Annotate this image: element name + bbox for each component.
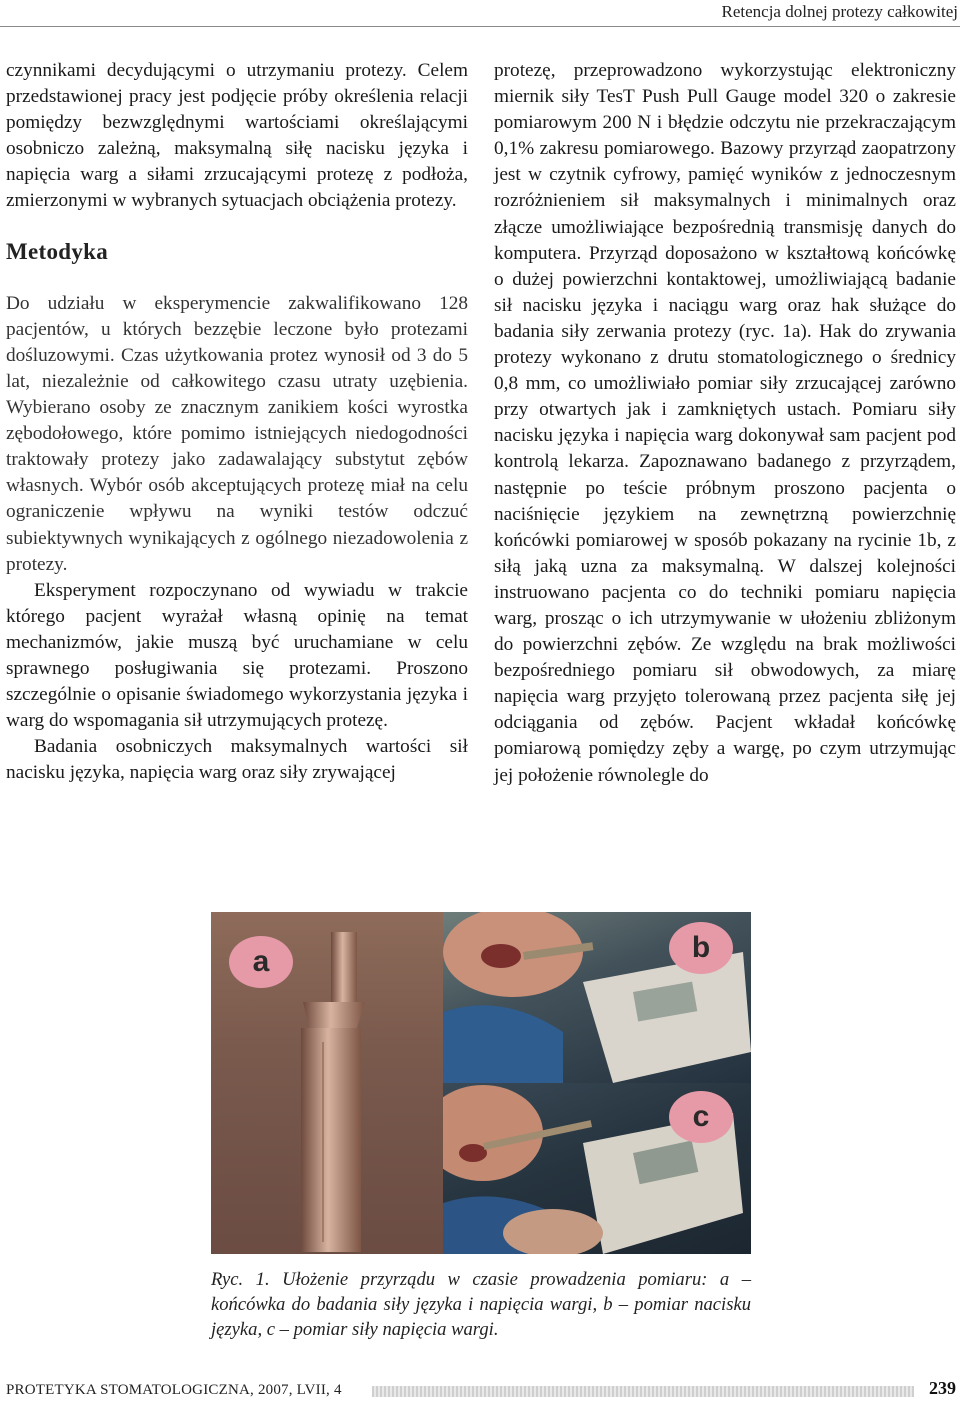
figure-label-a: a xyxy=(229,936,293,988)
figure-label-c: c xyxy=(669,1091,733,1143)
photo-panel-b xyxy=(443,912,751,1083)
photo-panel-a xyxy=(211,912,443,1254)
paragraph: Badania osobniczych maksymalnych wartości sił nacisku języka, napięcia warg oraz siły zrywającej xyxy=(6,736,468,784)
paragraph: Eksperyment rozpoczynano od wywiadu w trakcie którego pacjent wyrażał własną opinię na temat mechanizmów, jakie muszą być uruchamiane w celu sprawnego posługiwania się protezami. Proszono szczególnie o opisanie świadomego wykorzystania języka i warg do wspomagania sił utrzymujących protezę. xyxy=(6,579,468,732)
running-head xyxy=(0,0,960,27)
journal-citation: PROTETYKA STOMATOLOGICZNA, 2007, LVII, 4 xyxy=(6,1382,342,1398)
footer-decorative-bar xyxy=(372,1386,914,1397)
right-column xyxy=(494,58,956,789)
section-heading: Metodyka xyxy=(6,238,109,264)
paragraph: protezę, przeprowadzono wykorzystując elektroniczny miernik siły TesT Push Pull Gauge model 320 o zakresie pomiarowym 200 N i błędzie odczytu nie przekraczającym 0,1% zakresu pomiarowego. Bazowy przyrząd zaopatrzony jest w czytnik cyfrowy, pamięć wyników z jednoczesnym rozróżnieniem sił maksymalnych i minimalnych oraz złącze umożliwiające bezpośrednią transmisję danych do komputera. Przyrząd doposażono w kształtową końcówkę o dużej powierzchni kontaktowej, umożliwiającą badanie sił nacisku języka i naciągu warg oraz hak służące do badania siły zerwania protezy (ryc. 1a). Hak do zrywania protezy wykonano z drutu stomatologicznego o średnicy 0,8 mm, co umożliwiało pomiar siły zrzucającej zarówno przy otwartych jak i zamkniętych ustach. Pomiaru siły nacisku języka i napięcia warg dokonywał sam pacjent pod kontrolą lekarza. Zapoznawano badanego z przyrządem, następnie po teście próbnym proszono pacjenta o naciśnięcie językiem na zewnętrzną powierzchnię końcówki pomiarowej w sposób pokazany na rycinie 1b, z siłą jaką uzna za maksymalną. W dalszej kolejności instruowano pacjenta co do techniki pomiaru napięcia warg, prosząc o ich utrzymywanie w ułożeniu zbliżonym do powierzchni zębów. Ze względu na brak możliwości bezpośredniego pomiaru sił obwodowych, za miarę napięcia warg przyjęto tolerowaną przez pacjenta siłę jej odciągania od zębów. Pacjent wkładał końcówkę pomiarową pomiędzy zęby a wargę, po czym utrzymując jej położenie równolegle do xyxy=(494,60,956,786)
figure-caption: Ryc. 1. Ułożenie przyrządu w czasie prowadzenia pomiaru: a – końcówka do badania siły języka i napięcia wargi, b – pomiar nacisku języka, c – pomiar siły napięcia wargi. xyxy=(211,1269,751,1340)
paragraph: czynnikami decydującymi o utrzymaniu protezy. Celem przedstawionej pracy jest podjęcie próby określenia relacji pomiędzy bezwzględnymi wartościami określającymi osobniczo zależną, maksymalną siłę nacisku języka i napięcia warg a siłami zrzucającymi protezę z podłoża, zmierzonymi w wybranych sytuacjach obciążenia protezy. xyxy=(6,60,468,212)
figure-label-b: b xyxy=(669,922,733,974)
running-head-title: Retencja dolnej protezy całkowitej xyxy=(721,2,958,21)
page-number: 239 xyxy=(929,1378,956,1398)
left-column xyxy=(6,58,468,786)
figure-photo-composite xyxy=(211,912,751,1254)
page-footer xyxy=(0,1378,960,1401)
probe-tip-image xyxy=(273,932,373,1252)
photo-panel-c xyxy=(443,1083,751,1254)
paragraph: Do udziału w eksperymencie zakwalifikowano 128 pacjentów, u których bezzębie leczone było protezami dośluzowymi. Czas użytkowania protez wynosił od 3 do 5 lat, niezależnie od całkowitego czasu utraty uzębienia. Wybierano osoby ze znacznym zanikiem kości wyrostka zębodołowego, które pomimo istniejących niedogodności traktowały protezy jako zadawalający substytut zębów własnych. Wybór osób akceptujących protezę miał na celu ograniczenie wpływu na wyniki testów odczuć subiektywnych wynikających z ogólnego niezadowolenia z protezy. xyxy=(6,292,468,575)
